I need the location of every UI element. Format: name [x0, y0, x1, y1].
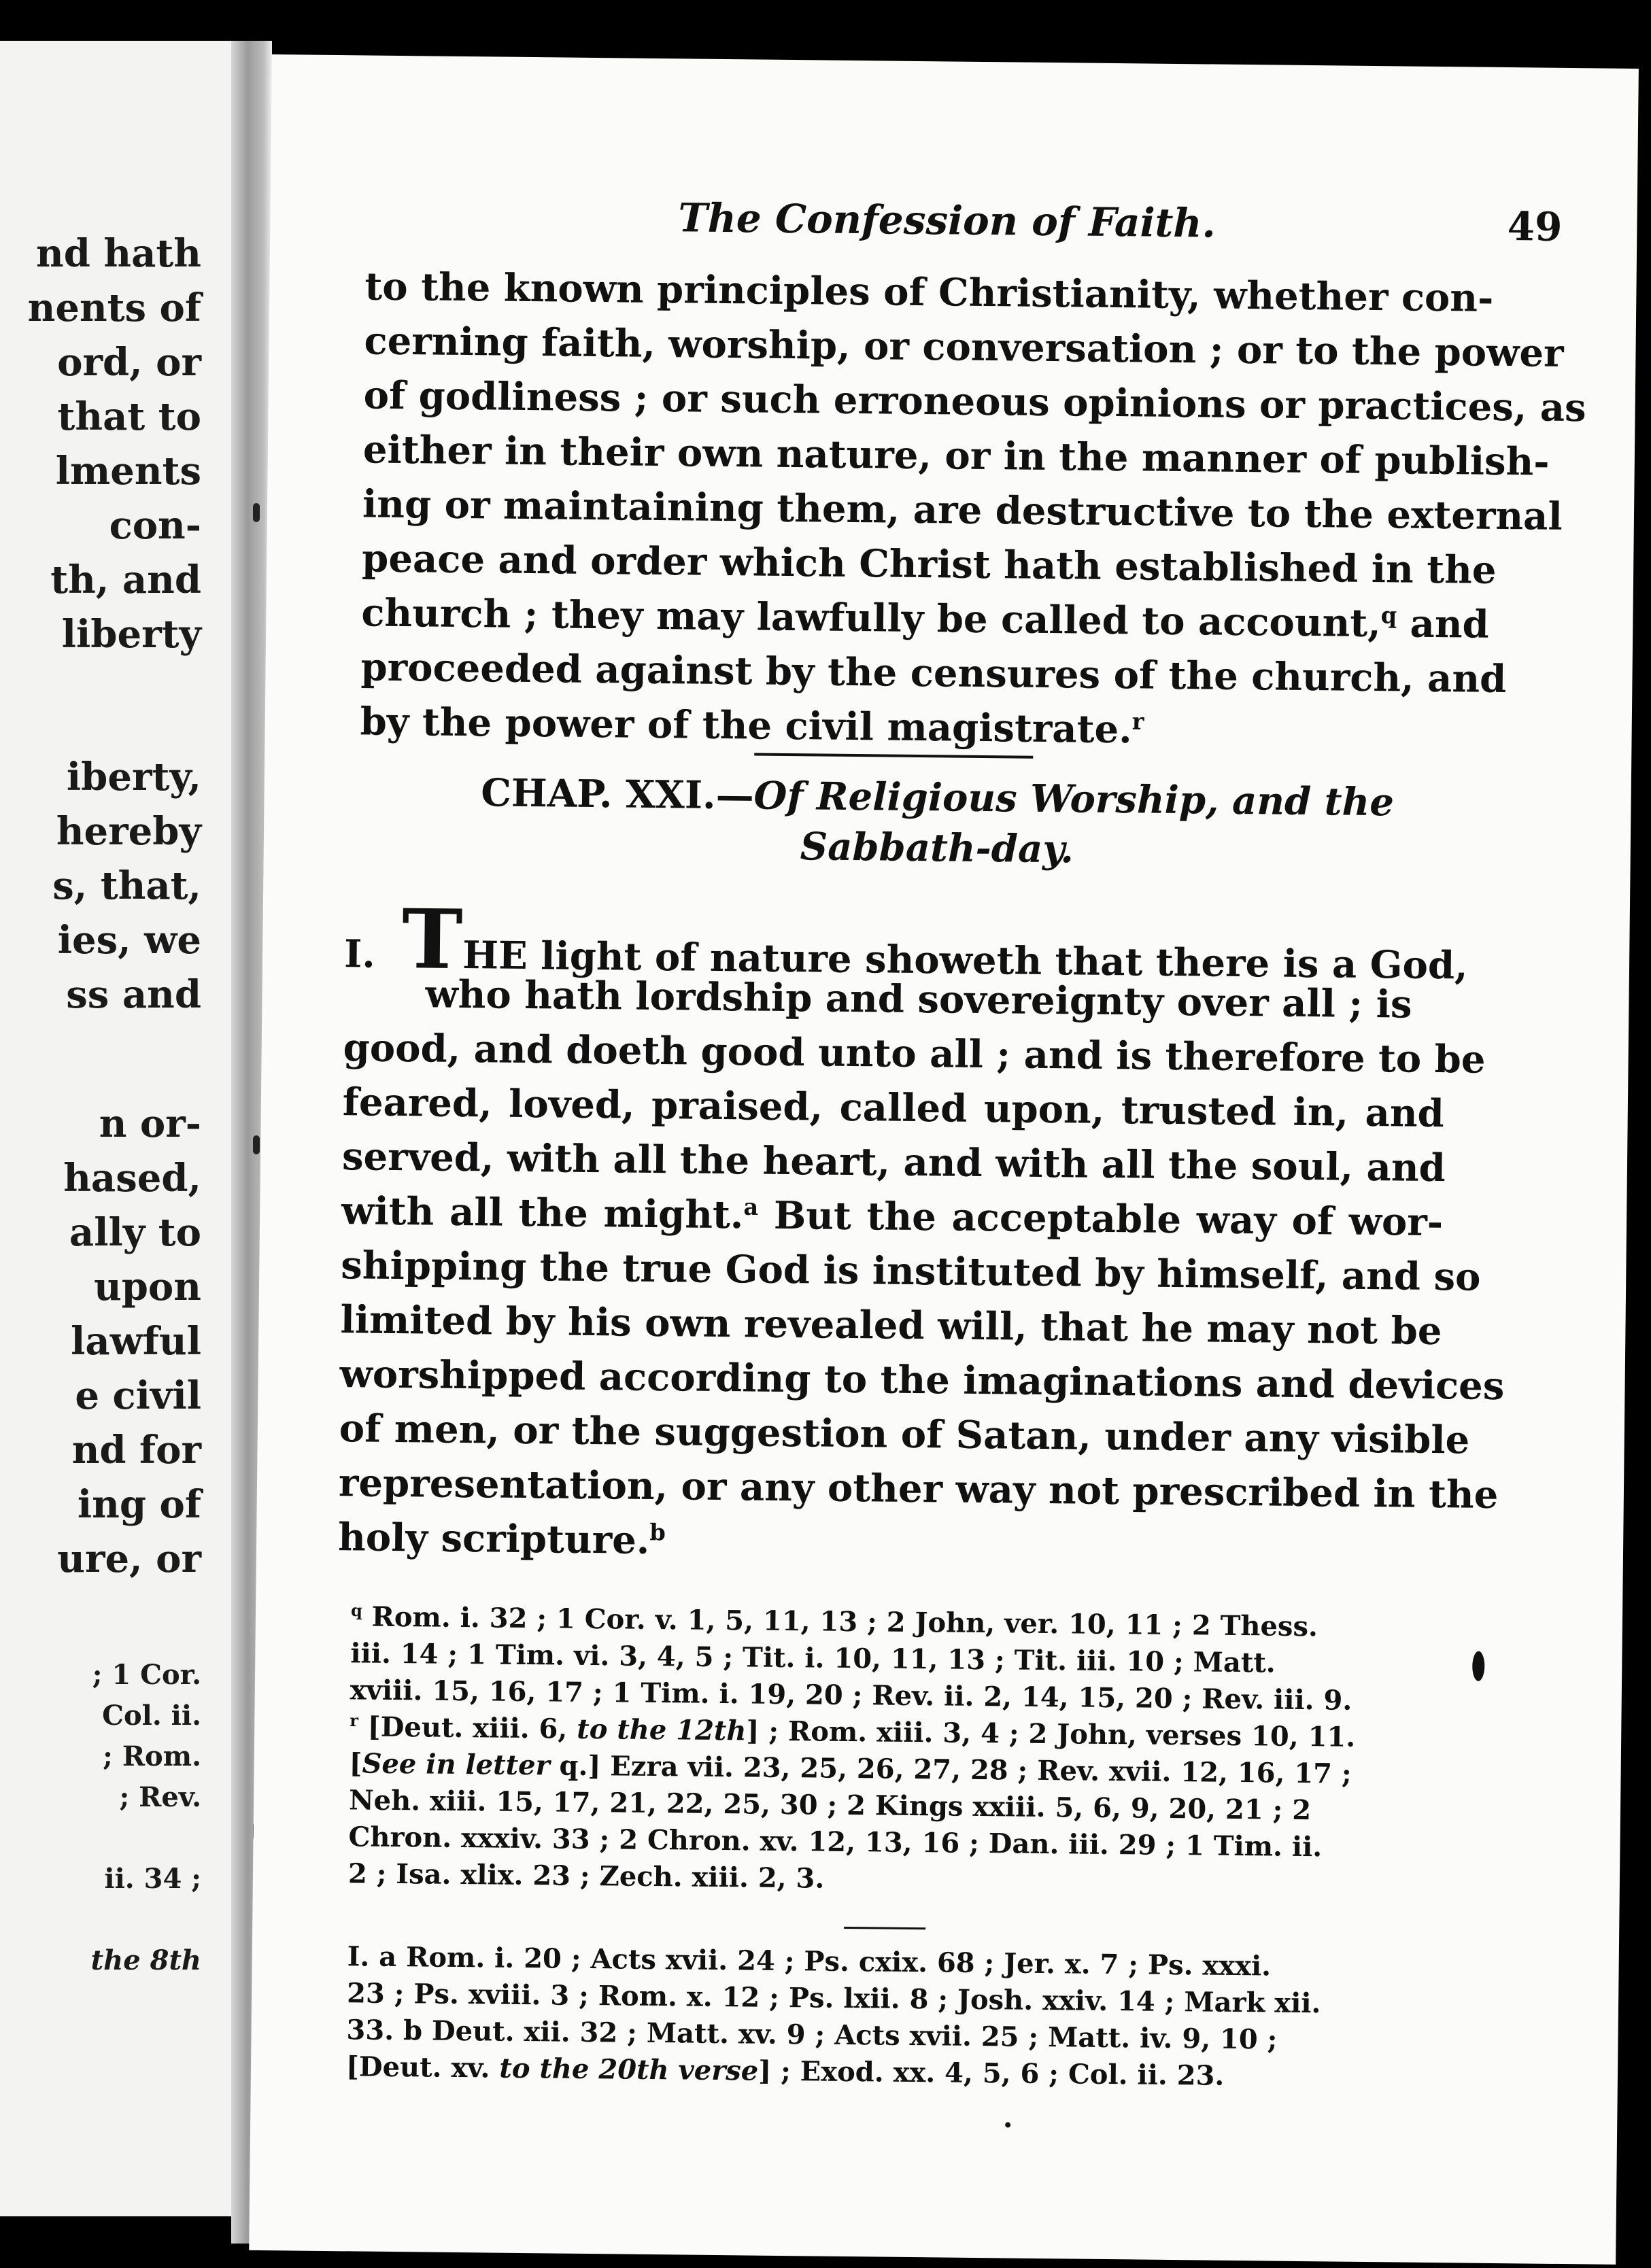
- text-line-with-ref: [338, 1510, 1440, 1576]
- footnote-ref-b: b: [649, 1518, 666, 1546]
- footnote-text: ] ; Rom. xiii. 3, 4 ; 2 John, verses 10, 11.: [746, 1715, 1356, 1753]
- left-page-line: ord, or: [57, 340, 201, 385]
- left-page-line: ally to: [69, 1210, 201, 1255]
- text-line: good, and doeth good unto all ; and is therefore to be: [343, 1025, 1486, 1082]
- text-line: shipping the true God is instituted by himself, and so: [341, 1243, 1481, 1300]
- left-page-footnote-line: Col. ii.: [102, 1700, 201, 1732]
- text-line: either in their own nature, or in the manner of publish-: [362, 427, 1550, 485]
- running-head: [678, 194, 1563, 258]
- text-span: HE light of nature showeth that there is a God,: [462, 933, 1468, 989]
- continuation-paragraph: [360, 259, 1587, 760]
- footnote-line: Chron. xxxiv. 33 ; 2 Chron. xv. 12, 13, 16 ; Dan. iii. 29 ; 1 Tim. ii.: [348, 1821, 1323, 1863]
- left-page-line: con-: [109, 503, 201, 548]
- text-line: of men, or the suggestion of Satan, under any visible: [339, 1406, 1470, 1463]
- text-line: limited by his own revealed will, that he may not be: [340, 1297, 1442, 1354]
- footnote-ref-q: q: [1380, 601, 1397, 629]
- text-line: to the known principles of Christianity, whether con-: [364, 264, 1494, 321]
- left-page-line: nd hath: [36, 231, 201, 276]
- left-page-line: nents of: [27, 286, 201, 330]
- left-page-line: ing of: [77, 1482, 201, 1527]
- text-span: church ; they may lawfully be called to account,: [361, 590, 1381, 647]
- left-page-footnote-line: ii. 34 ;: [104, 1863, 201, 1895]
- left-page-footnote-line: the 8th: [90, 1944, 201, 1976]
- left-page-line: ies, we: [57, 918, 201, 963]
- footnote-line: 33. b Deut. xii. 32 ; Matt. xv. 9 ; Acts xvii. 25 ; Matt. iv. 9, 10 ;: [346, 2014, 1278, 2056]
- left-page-line: hereby: [56, 809, 201, 854]
- running-head-title: The Confession of Faith.: [678, 194, 1216, 247]
- drop-cap: T: [401, 891, 464, 989]
- footnote-line: iii. 14 ; 1 Tim. vi. 3, 4, 5 ; Tit. i. 10, 11, 13 ; Tit. iii. 10 ; Matt.: [350, 1637, 1276, 1679]
- page-number: 49: [1507, 203, 1563, 250]
- text-line: proceeded against by the censures of the church, and: [360, 645, 1507, 702]
- chapter-dash: —: [715, 772, 754, 819]
- footnote-text-italic: to the 20th verse: [499, 2052, 759, 2087]
- footnote-text: ] ; Exod. xx. 4, 5, 6 ; Col. ii. 23.: [758, 2055, 1225, 2092]
- footnote-rule: [844, 1927, 925, 1929]
- text-span: with all the might.: [341, 1188, 744, 1238]
- footnote-line: xviii. 15, 16, 17 ; 1 Tim. i. 19, 20 ; Rev. ii. 2, 14, 15, 20 ; Rev. iii. 9.: [350, 1674, 1352, 1717]
- footnote-text: Rom. i. 32 ; 1 Cor. v. 1, 5, 11, 13 ; 2 John, ver. 10, 11 ; 2 Thess.: [362, 1600, 1318, 1643]
- left-page-line: that to: [57, 394, 201, 439]
- text-span: holy scripture.: [337, 1515, 650, 1563]
- text-line-with-ref: [360, 694, 1448, 760]
- footnote-line: 2 ; Isa. xlix. 23 ; Zech. xiii. 2, 3.: [347, 1857, 825, 1895]
- left-page-line: lments: [55, 449, 201, 494]
- ink-speck: [1472, 1651, 1484, 1681]
- footnote-text-italic: See in letter: [362, 1747, 550, 1782]
- text-line: ing or maintaining them, are destructive to the external: [362, 481, 1563, 539]
- left-page-line: ure, or: [57, 1536, 201, 1581]
- left-page-line: ss and: [66, 972, 201, 1017]
- binding-mark: [253, 503, 260, 522]
- binding-mark: [253, 1135, 260, 1154]
- footnote-line: 23 ; Ps. xviii. 3 ; Rom. x. 12 ; Ps. lxii. 8 ; Josh. xxiv. 14 ; Mark xii.: [346, 1977, 1321, 2020]
- left-page-footnote-line: ; 1 Cor.: [92, 1659, 201, 1691]
- footnote-line: I. a Rom. i. 20 ; Acts xvii. 24 ; Ps. cxix. 68 ; Jer. x. 7 ; Ps. xxxi.: [347, 1940, 1272, 1982]
- left-page-line: s, that,: [52, 863, 201, 908]
- left-page-line: th, and: [50, 557, 201, 602]
- left-page-line: e civil: [75, 1373, 201, 1418]
- text-line: peace and order which Christ hath established in the: [361, 536, 1497, 593]
- text-span: But the acceptable way of wor-: [758, 1192, 1444, 1245]
- left-page-footnote-line: ; Rom.: [103, 1740, 201, 1772]
- footnote-label-q: q: [350, 1600, 362, 1621]
- chapter-title-line1: Of Religious Worship, and the: [753, 773, 1395, 825]
- left-page-footnote-line: ; Rev.: [119, 1781, 201, 1813]
- text-span: by the power of the civil magistrate.: [360, 699, 1132, 753]
- text-line: served, with all the heart, and with all the soul, and: [341, 1134, 1446, 1191]
- left-facing-page: [0, 41, 233, 2216]
- chapter-number: CHAP. XXI.: [480, 770, 716, 818]
- footnote-label-r: r: [350, 1711, 359, 1731]
- footnote-text: [Deut. xiii. 6,: [358, 1711, 577, 1745]
- footnote-ref-a: a: [743, 1192, 759, 1220]
- footnote-ref-r: r: [1131, 707, 1144, 735]
- left-page-line: iberty,: [66, 755, 201, 800]
- left-page-line: n or-: [99, 1101, 201, 1146]
- text-span: and: [1396, 601, 1490, 647]
- text-line: who hath lordship and sovereignty over all ; is: [425, 972, 1412, 1027]
- chapter-title-line2: Sabbath-day.: [800, 824, 1074, 872]
- left-page-line: nd for: [71, 1428, 201, 1473]
- footnote-text-italic: to the 12th: [577, 1713, 747, 1747]
- footnote-text: [: [349, 1747, 362, 1780]
- section-1-footnotes: [346, 1938, 1456, 2097]
- footnotes-block: [348, 1598, 1459, 1904]
- left-page-line: hased,: [63, 1156, 201, 1201]
- text-line: representation, or any other way not prescribed in the: [338, 1460, 1499, 1517]
- left-page-line: lawful: [71, 1319, 201, 1364]
- text-line: of godliness ; or such erroneous opinions or practices, as: [363, 373, 1587, 431]
- left-page-line: upon: [94, 1265, 201, 1309]
- section-1-paragraph: [337, 891, 1505, 1576]
- footnote-text: [Deut. xv.: [345, 2050, 500, 2084]
- chapter-heading-line1: [427, 770, 1448, 825]
- ink-speck: [1005, 2122, 1010, 2127]
- text-line: worshipped according to the imaginations and devices: [339, 1352, 1505, 1409]
- main-page: [249, 54, 1639, 2265]
- text-line: feared, loved, praised, called upon, trusted in, and: [342, 1080, 1445, 1137]
- section-numeral: I.: [343, 931, 376, 977]
- left-page-line: liberty: [61, 612, 201, 657]
- text-line: cerning faith, worship, or conversation ; or to the power: [364, 318, 1564, 376]
- footnote-line: Neh. xiii. 15, 17, 21, 22, 25, 30 ; 2 Kings xxiii. 5, 6, 9, 20, 21 ; 2: [348, 1784, 1312, 1827]
- footnote-text: q.] Ezra vii. 23, 25, 26, 27, 28 ; Rev. xvii. 12, 16, 17 ;: [549, 1749, 1352, 1790]
- chapter-heading: [427, 770, 1448, 876]
